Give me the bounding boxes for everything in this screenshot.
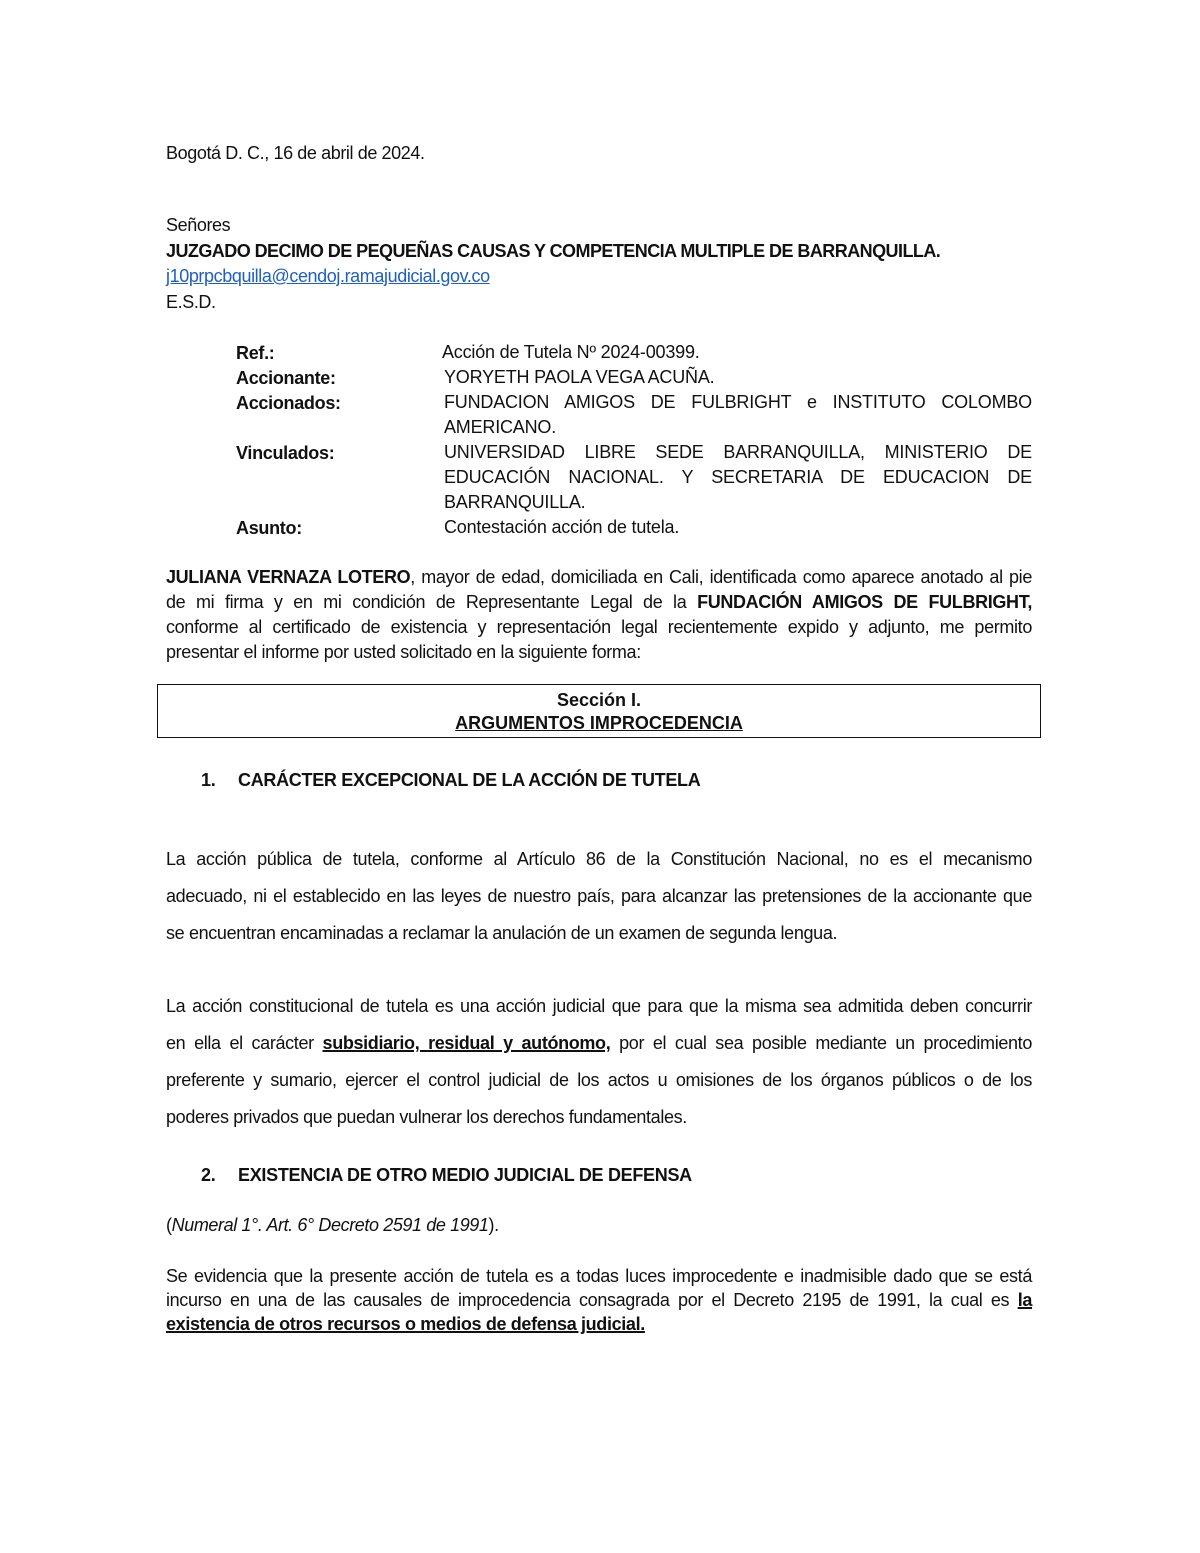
ref-label: Ref.: — [236, 343, 275, 363]
vinculados-value-line1: UNIVERSIDAD LIBRE SEDE BARRANQUILLA, MINISTERIO DE — [444, 442, 1032, 462]
heading-1-number: 1. — [201, 770, 216, 790]
emphasis-existencia: existencia de otros recursos o medios de defensa judicial. — [166, 1314, 645, 1334]
accionante-label: Accionante: — [236, 368, 336, 388]
accionados-value-line2: AMERICANO. — [444, 417, 557, 437]
paragraph-1-line-3: se encuentran encaminadas a reclamar la anulación de un examen de segunda lengua. — [166, 923, 838, 943]
ref-value: Acción de Tutela Nº 2024-00399. — [442, 342, 700, 362]
emphasis-subsidiario: subsidiario, residual y autónomo, — [322, 1033, 611, 1053]
intro-line-2: de mi firma y en mi condición de Representante Legal de la FUNDACIÓN AMIGOS DE FULBRIGHT, — [166, 592, 1032, 612]
court-email-link[interactable]: j10prpcbquilla@cendoj.ramajudicial.gov.co — [166, 266, 490, 286]
section-subtitle: ARGUMENTOS IMPROCEDENCIA — [455, 713, 743, 733]
vinculados-label: Vinculados: — [236, 443, 335, 463]
accionante-value: YORYETH PAOLA VEGA ACUÑA. — [444, 367, 715, 387]
citation-italic: Numeral 1°. Art. 6° Decreto 2591 de 1991 — [171, 1215, 489, 1235]
accionados-value-line1: FUNDACION AMIGOS DE FULBRIGHT e INSTITUTO COLOMBO — [444, 392, 1032, 412]
paragraph-2-line-2: en ella el carácter subsidiario, residual y autónomo, por el cual sea posible mediante un procedimiento — [166, 1033, 1032, 1053]
paragraph-2-line-1: La acción constitucional de tutela es una acción judicial que para que la misma sea admitida deben concurrir — [166, 996, 1032, 1016]
emphasis-la: la — [1017, 1290, 1032, 1310]
asunto-value: Contestación acción de tutela. — [444, 517, 680, 537]
signer-name: JULIANA VERNAZA LOTERO — [166, 567, 411, 587]
section-title-box — [157, 684, 1041, 738]
paragraph-1 — [166, 841, 1032, 952]
paragraph-3 — [166, 1264, 1032, 1336]
paragraph-3-line-3 — [166, 1312, 1032, 1336]
vinculados-value-line2: EDUCACIÓN NACIONAL. Y SECRETARIA DE EDUCACION DE — [444, 467, 1032, 487]
intro-paragraph — [166, 565, 1032, 665]
heading-2-number: 2. — [201, 1165, 216, 1185]
intro-line-1: JULIANA VERNAZA LOTERO, mayor de edad, domiciliada en Cali, identificada como aparece anotado al pie — [166, 567, 1032, 587]
intro-line-4: presentar el informe por usted solicitado en la siguiente forma: — [166, 642, 641, 662]
foundation-name: FUNDACIÓN AMIGOS DE FULBRIGHT, — [697, 592, 1032, 612]
paragraph-2-line-3: preferente y sumario, ejercer el control judicial de los actos u omisiones de los órganos públicos o de los — [166, 1070, 1032, 1090]
vinculados-value-line3: BARRANQUILLA. — [444, 492, 586, 512]
section-title: Sección I. — [556, 690, 642, 710]
paragraph-1-line-1: La acción pública de tutela, conforme al Artículo 86 de la Constitución Nacional, no es el mecanismo — [166, 849, 1032, 869]
paragraph-3-line-1: Se evidencia que la presente acción de tutela es a todas luces improcedente e inadmisible dado que se está — [166, 1266, 1032, 1286]
asunto-label: Asunto: — [236, 518, 302, 538]
accionados-label: Accionados: — [236, 393, 341, 413]
heading-2-text: EXISTENCIA DE OTRO MEDIO JUDICIAL DE DEFENSA — [238, 1165, 692, 1185]
date-line: Bogotá D. C., 16 de abril de 2024. — [166, 143, 425, 163]
salutation: Señores — [166, 215, 231, 235]
recipient-court: JUZGADO DECIMO DE PEQUEÑAS CAUSAS Y COMPETENCIA MULTIPLE DE BARRANQUILLA. — [166, 241, 941, 261]
legal-citation: (Numeral 1°. Art. 6° Decreto 2591 de 1991). — [166, 1215, 499, 1235]
heading-1-text: CARÁCTER EXCEPCIONAL DE LA ACCIÓN DE TUTELA — [238, 770, 701, 790]
paragraph-2-line-4: poderes privados que puedan vulnerar los derechos fundamentales. — [166, 1107, 687, 1127]
paragraph-1-line-2: adecuado, ni el establecido en las leyes de nuestro país, para alcanzar las pretensiones de la accionante que — [166, 886, 1032, 906]
paragraph-2 — [166, 988, 1032, 1136]
esd-line: E.S.D. — [166, 292, 216, 312]
paragraph-3-line-2: incurso en una de las causales de improcedencia consagrada por el Decreto 2195 de 1991, la cual es la — [166, 1290, 1032, 1310]
intro-line-3: conforme al certificado de existencia y representación legal recientemente expido y adjunto, me permito — [166, 617, 1032, 637]
